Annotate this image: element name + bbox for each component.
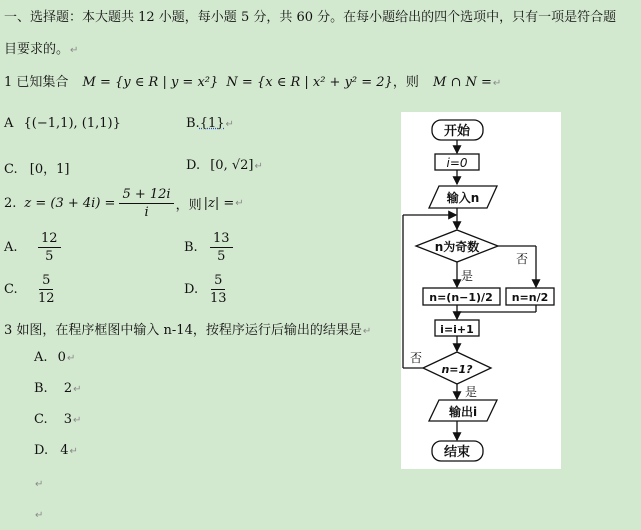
q2-option-b-num: 13 — [210, 232, 233, 248]
section-heading — [4, 6, 616, 25]
q2-z-lhs: z = (3 + 4i) = — [24, 196, 116, 211]
q2-fraction-num: 5 + 12i — [119, 188, 173, 204]
input-label: 输入n — [446, 191, 480, 205]
q3-option-c — [34, 412, 81, 427]
q3-stem: 3 如图，在程序框图中输入 n-14，按程序运行后输出的结果是 — [4, 323, 362, 338]
q1-option-c-label: C. — [4, 162, 18, 177]
start-label: 开始 — [443, 124, 471, 139]
q2-option-a-label: A. — [4, 240, 18, 255]
q1-option-c-value: [0，1] — [29, 162, 70, 177]
q1-set-n: N = {x ∈ R | x² + y² = 2} — [226, 75, 393, 90]
q1-option-a-value: {(−1,1), (1,1)} — [23, 116, 121, 131]
paragraph-mark-icon: ↵ — [362, 326, 372, 337]
q1-option-d-value: [0, √2] — [210, 158, 254, 173]
q1-stem-mid: ，则 — [392, 75, 419, 90]
no-label: 否 — [515, 252, 529, 266]
q1-stem-pre: 1 已知集合 — [4, 75, 69, 90]
q2-option-c-den: 12 — [38, 291, 55, 306]
paragraph-mark-icon: ↵ — [225, 119, 234, 130]
q2-option-c — [4, 274, 55, 305]
even-branch-label: n=n/2 — [511, 291, 549, 304]
q1-option-b — [186, 116, 234, 131]
q3-option-a — [34, 350, 75, 365]
output-label: 输出i — [448, 405, 478, 419]
q2-option-d-label: D. — [184, 282, 199, 297]
q3-option-d-value: 4 — [60, 443, 69, 458]
q2-option-a-fraction — [38, 232, 61, 263]
section-heading-cont — [4, 38, 78, 57]
section-heading-line2: 目要求的。 — [4, 42, 70, 57]
exit-yes-label: 是 — [464, 385, 478, 399]
paragraph-mark-icon: ↵ — [73, 384, 82, 395]
end-label: 结束 — [443, 445, 471, 460]
q2-option-d-den: 13 — [210, 291, 227, 306]
q2-option-c-num: 5 — [39, 274, 53, 290]
question-1-stem — [4, 71, 501, 90]
q3-option-a-label: A. — [34, 350, 48, 365]
empty-paragraph — [34, 476, 43, 491]
q1-option-d — [186, 158, 263, 173]
empty-paragraph — [34, 507, 43, 522]
paragraph-mark-icon: ↵ — [69, 446, 78, 457]
q2-fraction-den: i — [144, 205, 149, 220]
paragraph-mark-icon: ↵ — [254, 161, 263, 172]
q3-option-d — [34, 443, 78, 458]
question-2-stem — [4, 188, 244, 219]
init-label: i=0 — [446, 156, 468, 170]
q2-stem-pre: 2. — [4, 196, 17, 211]
q3-option-b-value: 2 — [63, 381, 73, 396]
q2-option-b-den: 5 — [217, 249, 226, 264]
loop-no-label: 否 — [409, 351, 423, 365]
q2-stem-mid: ，则 — [175, 198, 202, 213]
q1-option-d-label: D. — [186, 158, 201, 173]
q3-option-a-value: 0 — [57, 350, 66, 365]
increment-label: i=i+1 — [440, 323, 474, 336]
paragraph-mark-icon: ↵ — [35, 479, 44, 490]
odd-branch-label: n=(n−1)/2 — [429, 291, 493, 304]
paragraph-mark-icon: ↵ — [73, 415, 82, 426]
paragraph-mark-icon: ↵ — [70, 45, 79, 56]
q1-expr: M ∩ N = — [433, 75, 492, 90]
q2-option-a-num: 12 — [38, 232, 61, 248]
end-condition-label: n=1? — [441, 363, 473, 376]
q2-option-d-num: 5 — [211, 274, 225, 290]
q1-option-b-label: B. — [186, 116, 200, 131]
q2-option-b — [184, 232, 233, 263]
program-flowchart — [401, 112, 561, 469]
q2-option-b-fraction — [210, 232, 233, 263]
q3-option-b-label: B. — [34, 381, 48, 396]
q1-option-b-value: {1} — [199, 116, 225, 131]
paragraph-mark-icon: ↵ — [235, 198, 244, 209]
q3-option-c-label: C. — [34, 412, 48, 427]
q2-option-b-label: B. — [184, 240, 198, 255]
yes-label: 是 — [460, 269, 474, 283]
paragraph-mark-icon: ↵ — [66, 353, 76, 364]
q2-option-d — [184, 274, 227, 305]
q2-option-d-fraction — [210, 274, 227, 305]
odd-condition-label: n为奇数 — [434, 240, 480, 254]
q2-option-c-label: C. — [4, 282, 18, 297]
q2-option-c-fraction — [38, 274, 55, 305]
q3-option-b — [34, 381, 82, 396]
q1-option-a — [4, 116, 121, 131]
q3-option-c-value: 3 — [63, 412, 73, 427]
q1-set-m: M = {y ∈ R | y = x²} — [82, 75, 219, 90]
q2-option-a-den: 5 — [45, 249, 54, 264]
q2-abs-expr: |z| = — [203, 196, 235, 211]
paragraph-mark-icon: ↵ — [35, 510, 44, 521]
q1-option-a-label: A — [4, 116, 14, 131]
question-3-stem — [4, 319, 371, 338]
q3-option-d-label: D. — [34, 443, 49, 458]
q2-option-a — [4, 232, 61, 263]
q2-fraction — [119, 188, 173, 219]
paragraph-mark-icon: ↵ — [492, 78, 502, 89]
q1-option-c — [4, 158, 69, 177]
section-heading-line1: 一、选择题：本大题共 12 小题，每小题 5 分，共 60 分。在每小题给出的四个选项中，只有一项是符合题 — [4, 10, 617, 25]
